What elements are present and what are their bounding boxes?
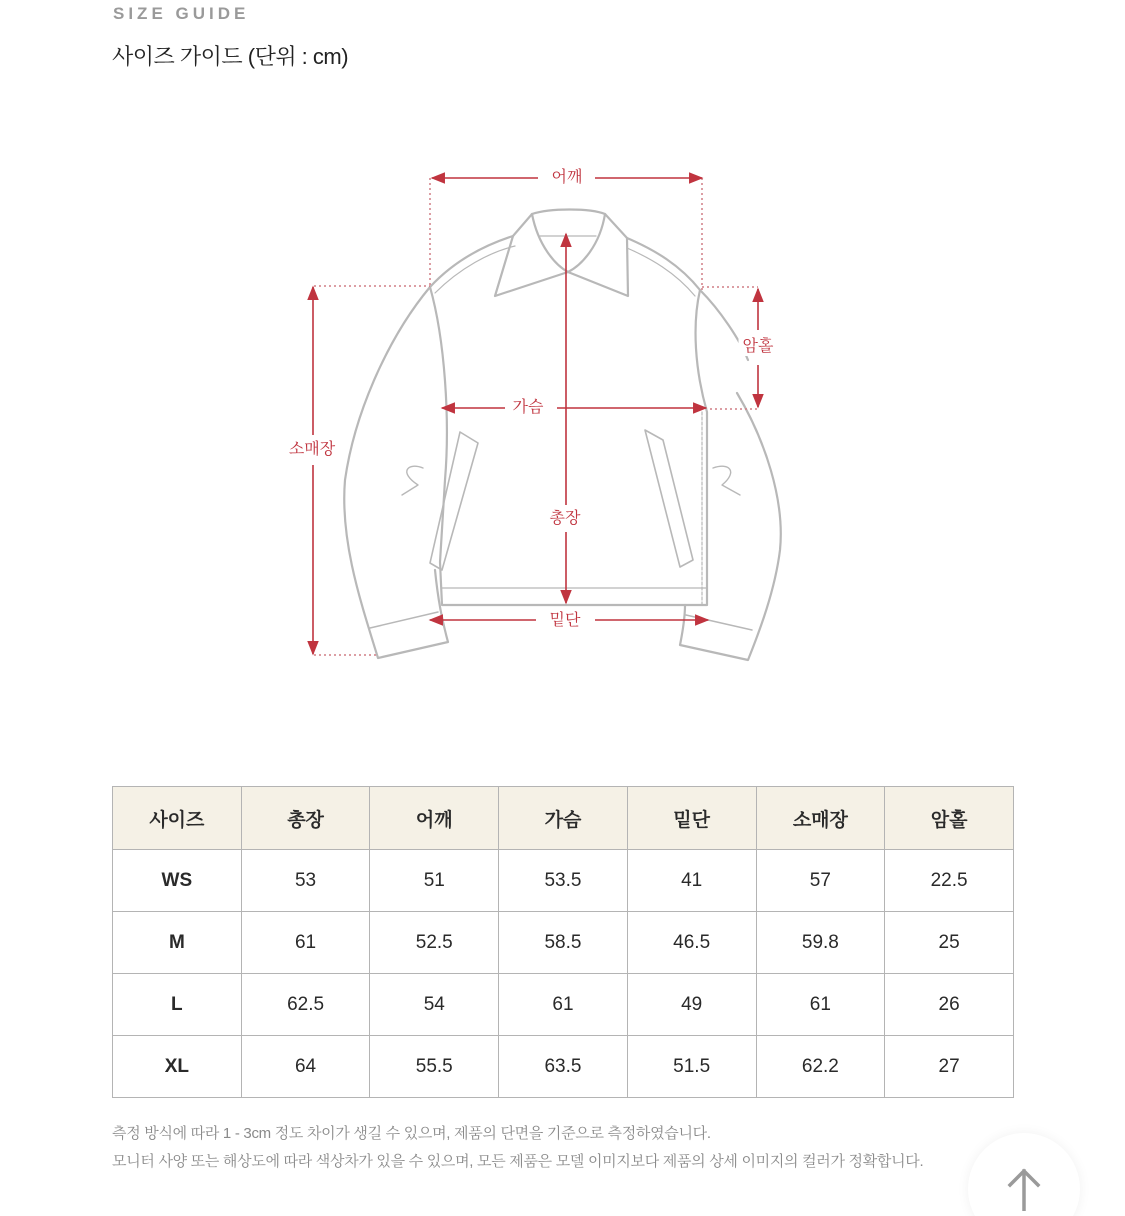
- size-cell: WS: [113, 850, 242, 912]
- size-table: [112, 786, 1014, 1098]
- note-measurement-variance: 측정 방식에 따라 1 - 3cm 정도 차이가 생길 수 있으며, 제품의 단면을 기준으로 측정하였습니다.: [112, 1125, 711, 1142]
- column-header-armhole: 암홀: [885, 787, 1014, 850]
- table-row: [113, 974, 1014, 1036]
- size-cell: XL: [113, 1036, 242, 1098]
- table-row: [113, 1036, 1014, 1098]
- column-header-total-length: 총장: [241, 787, 370, 850]
- jacket-illustration: [270, 150, 830, 680]
- shoulder-label: 어깨: [548, 169, 587, 187]
- table-row: [113, 912, 1014, 974]
- table-cell: 51.5: [627, 1036, 756, 1098]
- table-header-row: [113, 787, 1014, 850]
- table-cell: 27: [885, 1036, 1014, 1098]
- size-cell: M: [113, 912, 242, 974]
- armhole-label: 암홀: [739, 338, 778, 356]
- table-cell: 64: [241, 1036, 370, 1098]
- sleeve-length-label: 소매장: [285, 441, 339, 459]
- table-cell: 63.5: [499, 1036, 628, 1098]
- table-cell: 58.5: [499, 912, 628, 974]
- chest-label: 가슴: [509, 399, 548, 417]
- table-cell: 41: [627, 850, 756, 912]
- jacket-measurement-diagram: [270, 150, 830, 680]
- table-cell: 52.5: [370, 912, 499, 974]
- table-cell: 61: [499, 974, 628, 1036]
- table-cell: 59.8: [756, 912, 885, 974]
- size-guide-eyebrow: SIZE GUIDE: [113, 4, 250, 23]
- table-cell: 62.2: [756, 1036, 885, 1098]
- scroll-to-top-button[interactable]: [968, 1133, 1080, 1216]
- table-cell: 55.5: [370, 1036, 499, 1098]
- table-cell: 25: [885, 912, 1014, 974]
- table-cell: 46.5: [627, 912, 756, 974]
- table-cell: 51: [370, 850, 499, 912]
- table-cell: 53: [241, 850, 370, 912]
- size-cell: L: [113, 974, 242, 1036]
- column-header-hem: 밑단: [627, 787, 756, 850]
- table-cell: 61: [756, 974, 885, 1036]
- column-header-size: 사이즈: [113, 787, 242, 850]
- hem-label: 밑단: [546, 612, 585, 630]
- page-title: 사이즈 가이드 (단위 : cm): [112, 44, 349, 69]
- table-cell: 62.5: [241, 974, 370, 1036]
- column-header-chest: 가슴: [499, 787, 628, 850]
- table-cell: 22.5: [885, 850, 1014, 912]
- note-color-variance: 모니터 사양 또는 해상도에 따라 색상차가 있을 수 있으며, 모든 제품은 모델 이미지보다 제품의 상세 이미지의 컬러가 정확합니다.: [112, 1153, 924, 1170]
- table-cell: 49: [627, 974, 756, 1036]
- total-length-label: 총장: [546, 510, 585, 528]
- table-cell: 53.5: [499, 850, 628, 912]
- table-cell: 57: [756, 850, 885, 912]
- table-cell: 26: [885, 974, 1014, 1036]
- column-header-sleeve: 소매장: [756, 787, 885, 850]
- table-cell: 61: [241, 912, 370, 974]
- measurement-notes: [112, 1120, 923, 1176]
- column-header-shoulder: 어깨: [370, 787, 499, 850]
- arrow-up-icon: [1004, 1167, 1044, 1211]
- table-cell: 54: [370, 974, 499, 1036]
- table-row: [113, 850, 1014, 912]
